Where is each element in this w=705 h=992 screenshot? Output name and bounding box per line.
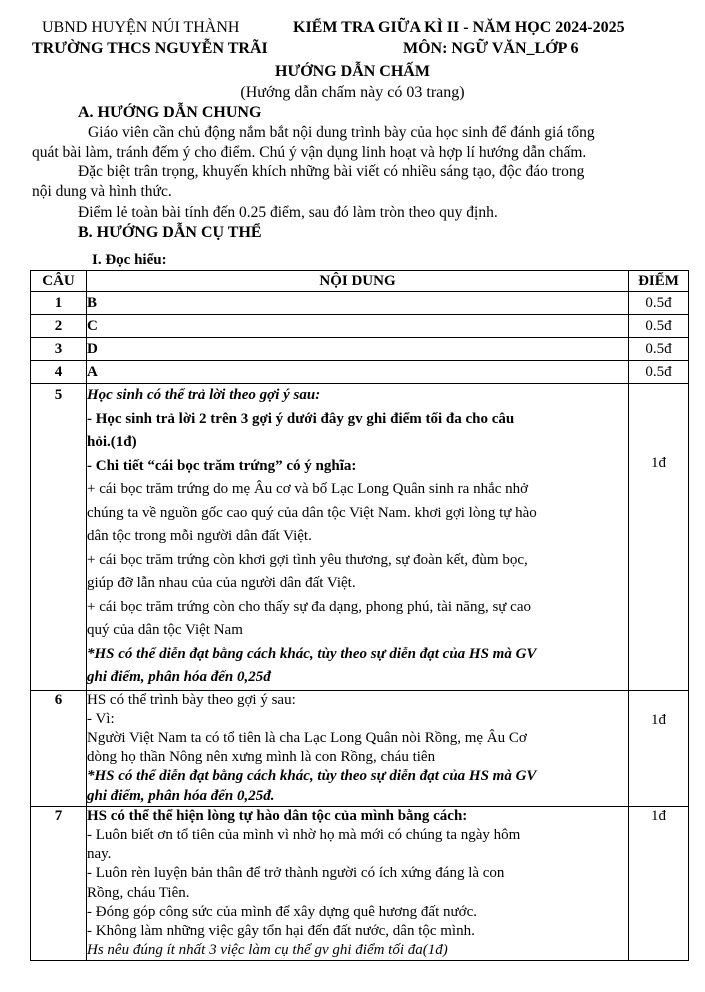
points-cell: 1đ <box>629 690 689 806</box>
header-cau: CÂU <box>31 271 87 292</box>
question-number: 3 <box>31 338 87 361</box>
answer-cell: B <box>87 292 629 315</box>
question-number: 6 <box>31 690 87 806</box>
q7-line: Hs nêu đúng ít nhất 3 việc làm cụ thể gv ghi điểm tối đa(1đ) <box>87 942 448 959</box>
table-row <box>31 361 689 384</box>
q7-line: - Luôn biết ơn tổ tiên của mình vì nhờ họ mà mới có chúng ta ngày hôm <box>87 826 521 843</box>
header-authority: UBND HUYỆN NÚI THÀNH <box>42 19 240 36</box>
q5-line: + cái bọc trăm trứng do mẹ Âu cơ và bố Lạc Long Quân sinh ra nhắc nhở <box>87 481 529 497</box>
section-a-paragraph-1-line-2: quát bài làm, tránh đếm ý cho điểm. Chú ý vận dụng linh hoạt và hợp lí hướng dẫn chấm. <box>32 144 587 161</box>
table-row-question-6 <box>31 690 689 806</box>
q6-line: - Vì: <box>87 710 115 727</box>
q5-line: + cái bọc trăm trứng còn cho thấy sự đa dạng, phong phú, tài năng, sự cao <box>87 598 531 615</box>
points-cell: 0.5đ <box>629 315 689 338</box>
q6-line: Người Việt Nam ta có tổ tiên là cha Lạc Long Quân nòi Rồng, mẹ Âu Cơ <box>87 729 527 746</box>
q5-line: hỏi.(1đ) <box>87 434 137 450</box>
q5-line: - Chi tiết “cái bọc trăm trứng” có ý nghĩa: <box>87 457 357 474</box>
q6-line: ghi điểm, phân hóa đến 0,25đ. <box>87 787 275 804</box>
grading-table <box>30 270 689 961</box>
q6-line: HS có thể trình bày theo gợi ý sau: <box>87 691 296 708</box>
q7-line: - Luôn rèn luyện bản thân để trở thành người có ích xứng đáng là con <box>87 865 505 882</box>
q5-line: chúng ta về nguồn gốc cao quý của dân tộc Việt Nam. khơi gợi lòng tự hào <box>87 504 537 521</box>
header-exam-title: KIỂM TRA GIỮA KÌ II - NĂM HỌC 2024-2025 <box>293 19 625 36</box>
question-6-content <box>87 690 629 806</box>
q6-line: dòng họ thần Nông nên xưng mình là con Rồng, cháu tiên <box>87 749 436 766</box>
q5-line: + cái bọc trăm trứng còn khơi gợi tình yêu thương, sự đoàn kết, đùm bọc, <box>87 551 528 568</box>
header-subject: MÔN: NGỮ VĂN_LỚP 6 <box>403 40 579 57</box>
q5-line: giúp đỡ lẫn nhau của của người dân đất Việt. <box>87 575 356 591</box>
table-header-row <box>31 271 689 292</box>
answer-cell: D <box>87 338 629 361</box>
section-a-paragraph-3: Điểm lẻ toàn bài tính đến 0.25 điểm, sau đó làm tròn theo quy định. <box>78 204 498 221</box>
q5-line: dân tộc trong mỗi người dân đất Việt. <box>87 528 312 544</box>
q7-line: Rồng, cháu Tiên. <box>87 884 190 901</box>
q5-line: - Học sinh trả lời 2 trên 3 gợi ý dưới đây gv ghi điểm tối đa cho câu <box>87 410 515 427</box>
q5-line: quý của dân tộc Việt Nam <box>87 622 243 638</box>
q7-line: - Không làm những việc gây tổn hại đến đất nước, dân tộc mình. <box>87 922 475 939</box>
table-row <box>31 315 689 338</box>
part-i-heading: I. Đọc hiểu: <box>92 252 167 268</box>
answer-cell: A <box>87 361 629 384</box>
points-cell: 0.5đ <box>629 338 689 361</box>
question-number: 2 <box>31 315 87 338</box>
section-a-paragraph-2-line-2: nội dung và hình thức. <box>32 183 172 200</box>
table-row <box>31 292 689 315</box>
points-cell: 0.5đ <box>629 361 689 384</box>
q5-line: ghi điểm, phân hóa đến 0,25đ <box>87 669 271 685</box>
question-number: 1 <box>31 292 87 315</box>
section-a-heading: A. HƯỚNG DẪN CHUNG <box>78 104 262 121</box>
header-school: TRƯỜNG THCS NGUYỄN TRÃI <box>32 40 268 57</box>
table-row-question-5 <box>31 384 689 691</box>
answer-cell: C <box>87 315 629 338</box>
document-subtitle: (Hướng dẫn chấm này có 03 trang) <box>240 84 465 101</box>
header-noi-dung: NỘI DUNG <box>87 271 629 292</box>
q7-line: - Đóng góp công sức của mình để xây dựng quê hương đất nước. <box>87 903 477 920</box>
section-a-paragraph-2-line-1: Đặc biệt trân trọng, khuyến khích những bài viết có nhiều sáng tạo, độc đáo trong <box>78 163 585 180</box>
q7-line: HS có thể thể hiện lòng tự hào dân tộc của mình bằng cách: <box>87 807 468 824</box>
document-title: HƯỚNG DẪN CHẤM <box>275 63 430 80</box>
q5-line: Học sinh có thể trả lời theo gợi ý sau: <box>87 387 321 403</box>
question-number: 5 <box>31 384 87 691</box>
section-b-heading: B. HƯỚNG DẪN CỤ THỂ <box>78 224 262 241</box>
points-cell: 1đ <box>629 384 689 691</box>
points-cell: 0.5đ <box>629 292 689 315</box>
q6-line: *HS có thể diễn đạt bằng cách khác, tùy theo sự diễn đạt của HS mà GV <box>87 768 537 785</box>
question-5-content <box>87 384 629 691</box>
header-diem: ĐIỂM <box>629 271 689 292</box>
table-row <box>31 338 689 361</box>
points-cell: 1đ <box>629 806 689 961</box>
question-number: 7 <box>31 806 87 961</box>
question-number: 4 <box>31 361 87 384</box>
section-a-paragraph-1-line-1: Giáo viên cần chủ động nắm bắt nội dung trình bày của học sinh để đánh giá tổng <box>88 124 595 141</box>
table-row-question-7 <box>31 806 689 961</box>
q5-line: *HS có thể diễn đạt bằng cách khác, tùy theo sự diễn đạt của HS mà GV <box>87 645 537 662</box>
q7-line: nay. <box>87 846 112 863</box>
question-7-content <box>87 806 629 961</box>
